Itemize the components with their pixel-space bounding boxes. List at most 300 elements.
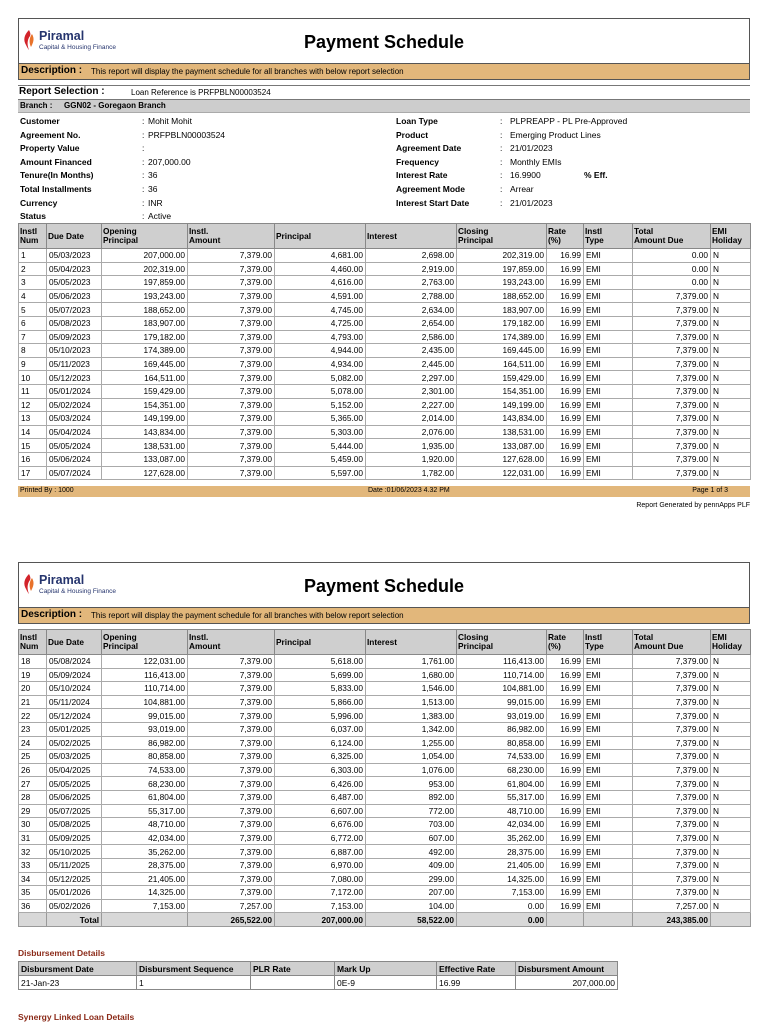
schedule-cell: 16.99	[547, 289, 584, 303]
schedule-cell: 80,858.00	[457, 736, 547, 750]
schedule-cell: 05/07/2023	[47, 303, 102, 317]
selection-text: Loan Reference is PRFPBLN00003524	[131, 88, 271, 97]
info-row	[18, 116, 750, 129]
column-header	[366, 630, 457, 655]
schedule-cell: 169,445.00	[102, 357, 188, 371]
info-value: 21/01/2023	[510, 143, 553, 154]
info-colon: :	[142, 170, 145, 181]
report-header	[18, 18, 750, 64]
report-selection-bar	[18, 85, 750, 100]
column-header	[457, 630, 547, 655]
schedule-cell: 28,375.00	[102, 858, 188, 872]
schedule-cell: N	[711, 316, 751, 330]
schedule-cell: N	[711, 763, 751, 777]
schedule-cell: N	[711, 249, 751, 263]
schedule-row	[19, 357, 751, 371]
schedule-cell: 7,379.00	[188, 249, 275, 263]
schedule-cell: 99,015.00	[102, 709, 188, 723]
info-colon: :	[500, 184, 503, 194]
disbursement-header: Disbursment Amount	[516, 962, 618, 976]
schedule-row	[19, 886, 751, 900]
schedule-cell: 5,152.00	[275, 398, 366, 412]
schedule-cell: N	[711, 845, 751, 859]
schedule-cell: EMI	[584, 452, 633, 466]
schedule-cell: 179,182.00	[102, 330, 188, 344]
schedule-cell: 16.99	[547, 384, 584, 398]
info-label: Currency	[20, 197, 58, 208]
schedule-cell: 7,379.00	[633, 845, 711, 859]
info-value: Active	[148, 211, 172, 222]
schedule-cell: 169,445.00	[457, 344, 547, 358]
column-header	[633, 224, 711, 249]
schedule-cell: EMI	[584, 655, 633, 669]
schedule-cell: 16.99	[547, 777, 584, 791]
info-label: Agreement No.	[20, 129, 81, 140]
schedule-cell: 104,881.00	[457, 682, 547, 696]
disbursement-cell: 0E-9	[335, 976, 437, 990]
schedule-cell: 16.99	[547, 425, 584, 439]
info-value: Emerging Product Lines	[510, 129, 601, 140]
schedule-cell: 5,618.00	[275, 655, 366, 669]
column-header-line1: Closing	[458, 632, 489, 642]
schedule-cell: 207.00	[366, 886, 457, 900]
info-row	[18, 157, 750, 170]
report-title: Payment Schedule	[303, 32, 465, 52]
schedule-cell: EMI	[584, 276, 633, 290]
synergy-title: Synergy Linked Loan Details	[18, 1012, 135, 1022]
schedule-cell: 16.99	[547, 357, 584, 371]
column-header-line1: Instl	[20, 226, 38, 236]
schedule-cell: 16.99	[547, 371, 584, 385]
info-row	[18, 130, 750, 143]
schedule-cell: EMI	[584, 750, 633, 764]
schedule-cell: 30	[19, 818, 47, 832]
schedule-cell: 143,834.00	[102, 425, 188, 439]
schedule-cell: 34	[19, 872, 47, 886]
schedule-cell: 953.00	[366, 777, 457, 791]
schedule-cell: 7,379.00	[633, 344, 711, 358]
disbursement-header: Effective Rate	[437, 962, 516, 976]
disbursement-row	[19, 976, 618, 990]
schedule-cell: 7,153.00	[275, 899, 366, 913]
schedule-cell: 4,616.00	[275, 276, 366, 290]
loan-info-section	[18, 113, 750, 223]
schedule-cell: 7,379.00	[188, 655, 275, 669]
schedule-cell: 7,379.00	[188, 425, 275, 439]
schedule-cell: 7,379.00	[633, 872, 711, 886]
info-label: Product	[396, 129, 429, 140]
column-header-line2: Type	[585, 641, 604, 651]
disbursement-cell: 21-Jan-23	[19, 976, 137, 990]
schedule-cell: 7,379.00	[188, 709, 275, 723]
schedule-cell: N	[711, 412, 751, 426]
schedule-cell: 5,078.00	[275, 384, 366, 398]
schedule-cell: 6,037.00	[275, 722, 366, 736]
schedule-cell: 16.99	[547, 695, 584, 709]
schedule-cell: 5,082.00	[275, 371, 366, 385]
disbursement-header: Disbursment Date	[19, 962, 137, 976]
schedule-cell: 14	[19, 425, 47, 439]
schedule-cell: 4,745.00	[275, 303, 366, 317]
schedule-cell: N	[711, 439, 751, 453]
schedule-cell: 05/10/2023	[47, 344, 102, 358]
schedule-cell: 2,076.00	[366, 425, 457, 439]
schedule-cell: 5,996.00	[275, 709, 366, 723]
schedule-cell: 29	[19, 804, 47, 818]
schedule-row	[19, 845, 751, 859]
schedule-cell: 11	[19, 384, 47, 398]
schedule-cell: 16.99	[547, 655, 584, 669]
schedule-cell: 7,172.00	[275, 886, 366, 900]
schedule-row	[19, 316, 751, 330]
schedule-cell: 6,325.00	[275, 750, 366, 764]
column-header-line1: EMI	[712, 226, 727, 236]
schedule-cell: 6,607.00	[275, 804, 366, 818]
schedule-cell: EMI	[584, 425, 633, 439]
schedule-cell: 0.00	[457, 899, 547, 913]
schedule-cell: 32	[19, 845, 47, 859]
schedule-cell: 05/10/2024	[47, 682, 102, 696]
printed-by: Printed By : 1000	[20, 487, 74, 495]
schedule-cell: 7,379.00	[188, 763, 275, 777]
schedule-row	[19, 831, 751, 845]
schedule-cell: 4,681.00	[275, 249, 366, 263]
schedule-cell: 05/08/2025	[47, 818, 102, 832]
column-header	[711, 224, 751, 249]
schedule-cell: EMI	[584, 682, 633, 696]
schedule-cell: 23	[19, 722, 47, 736]
schedule-cell: EMI	[584, 736, 633, 750]
schedule-cell: 16.99	[547, 804, 584, 818]
schedule-cell: EMI	[584, 790, 633, 804]
schedule-cell: 7,379.00	[633, 330, 711, 344]
schedule-cell: 13	[19, 412, 47, 426]
column-header-line2: Amount Due	[634, 235, 684, 245]
schedule-cell: 42,034.00	[457, 818, 547, 832]
column-header-line2: (%)	[548, 641, 561, 651]
column-header-line2: Principal	[103, 641, 139, 651]
column-header-line2: Amount	[189, 235, 221, 245]
schedule-cell: N	[711, 289, 751, 303]
schedule-cell: 2,698.00	[366, 249, 457, 263]
schedule-cell: 7,379.00	[633, 818, 711, 832]
schedule-cell: 74,533.00	[102, 763, 188, 777]
schedule-cell: 6,487.00	[275, 790, 366, 804]
schedule-cell: 7,379.00	[188, 682, 275, 696]
info-value: 36	[148, 170, 158, 181]
schedule-cell: 27	[19, 777, 47, 791]
schedule-cell: 05/11/2025	[47, 858, 102, 872]
schedule-cell: 2,919.00	[366, 262, 457, 276]
column-header-line1: Due Date	[48, 636, 84, 647]
report-page-2	[18, 562, 750, 927]
schedule-cell: 7,379.00	[633, 736, 711, 750]
schedule-cell: 16.99	[547, 709, 584, 723]
schedule-cell: 122,031.00	[457, 466, 547, 480]
schedule-cell: 7,379.00	[633, 668, 711, 682]
total-cell: 58,522.00	[366, 913, 457, 927]
info-value: 207,000.00	[148, 156, 191, 167]
schedule-cell: 149,199.00	[457, 398, 547, 412]
schedule-cell: 05/09/2023	[47, 330, 102, 344]
column-header-line2: Holiday	[712, 235, 742, 245]
schedule-cell: 4,793.00	[275, 330, 366, 344]
schedule-cell: 4,591.00	[275, 289, 366, 303]
info-colon: :	[142, 211, 145, 222]
schedule-cell: 6,303.00	[275, 763, 366, 777]
schedule-cell: 149,199.00	[102, 412, 188, 426]
column-header-line1: Total	[634, 632, 654, 642]
schedule-cell: EMI	[584, 303, 633, 317]
schedule-cell: 48,710.00	[457, 804, 547, 818]
schedule-cell: 16.99	[547, 750, 584, 764]
schedule-cell: 68,230.00	[102, 777, 188, 791]
schedule-cell: 05/06/2023	[47, 289, 102, 303]
schedule-cell: 7,379.00	[188, 344, 275, 358]
schedule-cell: 7,379.00	[633, 777, 711, 791]
schedule-row	[19, 695, 751, 709]
schedule-cell: 202,319.00	[102, 262, 188, 276]
column-header	[584, 630, 633, 655]
schedule-cell: 7,379.00	[633, 695, 711, 709]
schedule-cell: 05/08/2023	[47, 316, 102, 330]
schedule-cell: 122,031.00	[102, 655, 188, 669]
schedule-cell: 16.99	[547, 818, 584, 832]
info-colon: :	[142, 116, 145, 126]
schedule-cell: 9	[19, 357, 47, 371]
schedule-cell: EMI	[584, 722, 633, 736]
schedule-row	[19, 330, 751, 344]
schedule-cell: 154,351.00	[102, 398, 188, 412]
schedule-cell: 7,379.00	[188, 330, 275, 344]
schedule-row	[19, 790, 751, 804]
schedule-cell: 7,379.00	[633, 316, 711, 330]
schedule-cell: 299.00	[366, 872, 457, 886]
schedule-cell: 28	[19, 790, 47, 804]
schedule-cell: 7,379.00	[633, 790, 711, 804]
info-value: PLPREAPP - PL Pre-Approved	[510, 116, 628, 126]
schedule-cell: 127,628.00	[102, 466, 188, 480]
schedule-cell: 16.99	[547, 831, 584, 845]
schedule-cell: EMI	[584, 899, 633, 913]
schedule-cell: 21,405.00	[102, 872, 188, 886]
info-row	[18, 184, 750, 197]
schedule-cell: 16.99	[547, 845, 584, 859]
schedule-cell: N	[711, 262, 751, 276]
schedule-cell: 409.00	[366, 858, 457, 872]
schedule-cell: 05/04/2023	[47, 262, 102, 276]
schedule-cell: EMI	[584, 357, 633, 371]
schedule-cell: 80,858.00	[102, 750, 188, 764]
schedule-cell: 7	[19, 330, 47, 344]
info-colon: :	[142, 184, 145, 194]
schedule-cell: 104,881.00	[102, 695, 188, 709]
schedule-cell: 35,262.00	[457, 831, 547, 845]
schedule-cell: 24	[19, 736, 47, 750]
schedule-cell: 1,782.00	[366, 466, 457, 480]
schedule-cell: EMI	[584, 818, 633, 832]
column-header-line1: EMI	[712, 632, 727, 642]
schedule-cell: 0.00	[633, 262, 711, 276]
info-colon: :	[500, 143, 503, 154]
schedule-cell: 2,014.00	[366, 412, 457, 426]
schedule-cell: 16.99	[547, 858, 584, 872]
info-row	[18, 198, 750, 211]
schedule-cell: N	[711, 872, 751, 886]
schedule-cell: N	[711, 858, 751, 872]
column-header-line1: Rate	[548, 226, 566, 236]
schedule-cell: 7,379.00	[633, 357, 711, 371]
schedule-cell: N	[711, 466, 751, 480]
schedule-cell: N	[711, 709, 751, 723]
info-label: Agreement Date	[396, 143, 462, 154]
info-label: Tenure(In Months)	[20, 170, 94, 181]
info-label: Loan Type	[396, 116, 438, 126]
branch-value: GGN02 - Goregaon Branch	[64, 101, 166, 110]
description-bar	[18, 64, 750, 80]
schedule-cell: 4,934.00	[275, 357, 366, 371]
schedule-cell: 16.99	[547, 736, 584, 750]
column-header-line1: Interest	[367, 230, 397, 241]
column-header	[457, 224, 547, 249]
schedule-cell: 7,379.00	[188, 831, 275, 845]
schedule-cell: 16.99	[547, 466, 584, 480]
info-colon: :	[500, 197, 503, 208]
disbursement-title: Disbursement Details	[18, 948, 105, 958]
schedule-cell: N	[711, 736, 751, 750]
info-row	[18, 143, 750, 156]
info-colon: :	[500, 129, 503, 140]
total-cell	[547, 913, 584, 927]
schedule-cell: 7,379.00	[188, 412, 275, 426]
schedule-cell: 2,586.00	[366, 330, 457, 344]
schedule-cell: 174,389.00	[102, 344, 188, 358]
schedule-cell: 6,124.00	[275, 736, 366, 750]
column-header-line2: Principal	[458, 641, 494, 651]
schedule-cell: 55,317.00	[102, 804, 188, 818]
schedule-cell: 5,597.00	[275, 466, 366, 480]
schedule-cell: 35,262.00	[102, 845, 188, 859]
schedule-cell: 25	[19, 750, 47, 764]
schedule-cell: 05/10/2025	[47, 845, 102, 859]
schedule-cell: 16.99	[547, 398, 584, 412]
schedule-cell: 05/04/2024	[47, 425, 102, 439]
schedule-cell: 8	[19, 344, 47, 358]
disbursement-table	[18, 961, 618, 990]
schedule-cell: N	[711, 790, 751, 804]
schedule-cell: 1,920.00	[366, 452, 457, 466]
total-cell	[711, 913, 751, 927]
schedule-cell: 2,301.00	[366, 384, 457, 398]
schedule-cell: 05/05/2025	[47, 777, 102, 791]
schedule-cell: 6,970.00	[275, 858, 366, 872]
schedule-cell: 7,379.00	[188, 439, 275, 453]
schedule-cell: 183,907.00	[102, 316, 188, 330]
schedule-cell: N	[711, 886, 751, 900]
schedule-cell: 4,725.00	[275, 316, 366, 330]
schedule-cell: 7,379.00	[188, 316, 275, 330]
column-header-line2: Amount	[189, 641, 221, 651]
payment-schedule-table-continued	[18, 629, 751, 927]
info-label: Total Installments	[20, 184, 92, 194]
schedule-cell: 7,379.00	[633, 303, 711, 317]
schedule-cell: 164,511.00	[457, 357, 547, 371]
schedule-cell: 16.99	[547, 763, 584, 777]
schedule-cell: 197,859.00	[102, 276, 188, 290]
schedule-cell: 7,379.00	[633, 384, 711, 398]
schedule-cell: 5,833.00	[275, 682, 366, 696]
schedule-row	[19, 384, 751, 398]
column-header-line1: Principal	[276, 230, 312, 241]
column-header-line1: Interest	[367, 636, 397, 647]
schedule-cell: 16.99	[547, 452, 584, 466]
schedule-cell: 193,243.00	[102, 289, 188, 303]
column-header-line1: Principal	[276, 636, 312, 647]
report-header	[18, 562, 750, 608]
schedule-cell: 7,379.00	[188, 384, 275, 398]
schedule-cell: 0.00	[633, 276, 711, 290]
schedule-cell: 7,153.00	[102, 899, 188, 913]
schedule-cell: 31	[19, 831, 47, 845]
schedule-cell: 61,804.00	[102, 790, 188, 804]
schedule-cell: 16.99	[547, 262, 584, 276]
schedule-cell: 16.99	[547, 330, 584, 344]
column-header-line1: Closing	[458, 226, 489, 236]
schedule-cell: 86,982.00	[102, 736, 188, 750]
schedule-cell: 7,379.00	[633, 289, 711, 303]
schedule-cell: N	[711, 899, 751, 913]
schedule-row	[19, 439, 751, 453]
schedule-cell: EMI	[584, 872, 633, 886]
column-header	[19, 224, 47, 249]
schedule-cell: 21,405.00	[457, 858, 547, 872]
total-cell	[19, 913, 47, 927]
schedule-cell: 164,511.00	[102, 371, 188, 385]
info-colon: :	[500, 116, 503, 126]
schedule-cell: N	[711, 425, 751, 439]
column-header-line2: Type	[585, 235, 604, 245]
schedule-cell: N	[711, 804, 751, 818]
schedule-cell: 18	[19, 655, 47, 669]
schedule-row	[19, 303, 751, 317]
schedule-row	[19, 398, 751, 412]
schedule-cell: 28,375.00	[457, 845, 547, 859]
schedule-cell: N	[711, 357, 751, 371]
schedule-cell: N	[711, 452, 751, 466]
schedule-cell: EMI	[584, 439, 633, 453]
schedule-cell: 16.99	[547, 790, 584, 804]
schedule-cell: EMI	[584, 668, 633, 682]
schedule-cell: EMI	[584, 886, 633, 900]
schedule-cell: N	[711, 818, 751, 832]
schedule-cell: 7,379.00	[188, 398, 275, 412]
schedule-cell: N	[711, 371, 751, 385]
schedule-cell: 193,243.00	[457, 276, 547, 290]
schedule-cell: 93,019.00	[457, 709, 547, 723]
schedule-cell: 7,257.00	[633, 899, 711, 913]
column-header-line1: Instl.	[189, 226, 209, 236]
column-header-line1: Opening	[103, 632, 137, 642]
schedule-cell: 7,379.00	[188, 371, 275, 385]
schedule-cell: 17	[19, 466, 47, 480]
disbursement-cell	[251, 976, 335, 990]
payment-schedule-table	[18, 223, 751, 480]
column-header	[102, 630, 188, 655]
schedule-cell: EMI	[584, 845, 633, 859]
info-colon: :	[142, 156, 145, 167]
column-header-line2: Num	[20, 641, 39, 651]
schedule-cell: 20	[19, 682, 47, 696]
